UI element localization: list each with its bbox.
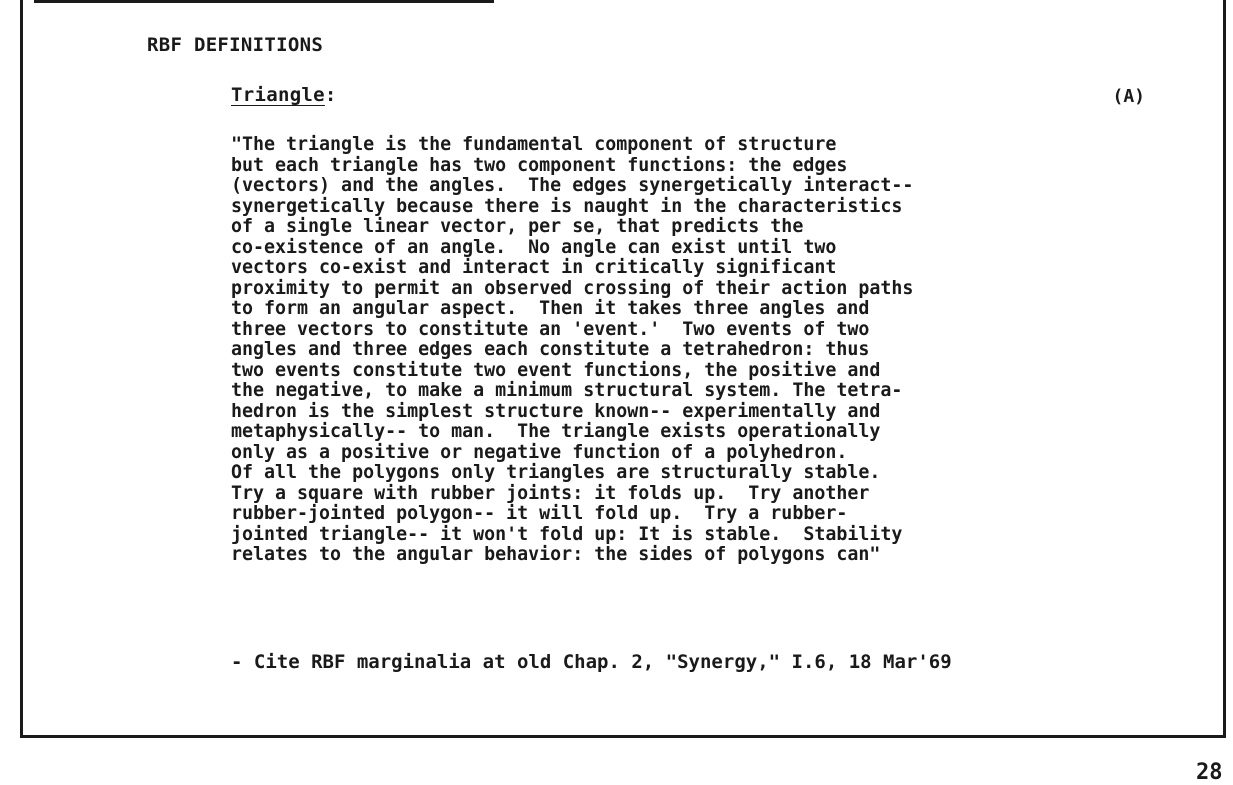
body-line: Of all the polygons only triangles are structurally stable. [231,462,881,483]
body-line: Try a square with rubber joints: it folds up. Try another [231,482,870,504]
body-line: but each triangle has two component functions: the edges [231,154,848,176]
body-line: of a single linear vector, per se, that predicts the [231,216,804,237]
body-line: hedron is the simplest structure known-- experimentally and [231,400,881,422]
body-line: metaphysically-- to man. The triangle exists operationally [231,421,881,442]
body-line: jointed triangle-- it won't fold up: It is stable. Stability [231,523,903,545]
body-line: co-existence of an angle. No angle can exist until two [231,236,837,258]
section-marker: (A) [1112,86,1145,107]
body-line: angles and three edges each constitute a tetrahedron: thus [231,339,870,360]
body-line: proximity to permit an observed crossing of their action paths [231,277,914,299]
section-heading: RBF DEFINITIONS [147,34,324,56]
body-line: three vectors to constitute an 'event.' Two events of two [231,318,870,340]
body-line: synergetically because there is naught in the characteristics [231,195,903,217]
body-line: vectors co-exist and interact in critically significant [231,257,837,278]
body-line: to form an angular aspect. Then it takes three angles and [231,298,870,319]
term-colon: : [324,84,337,106]
page-number: 28 [1196,760,1223,785]
body-line: two events constitute two event functions, the positive and [231,359,881,381]
body-line: rubber-jointed polygon-- it will fold up. Try a rubber- [231,503,848,524]
term-heading [231,84,337,106]
term-label: Triangle [231,84,325,106]
top-rule [34,0,494,3]
body-line: "The triangle is the fundamental component of structure [231,134,837,155]
body-line: relates to the angular behavior: the sides of polygons can" [231,544,881,565]
body-line: only as a positive or negative function of a polyhedron. [231,441,848,463]
body-line: the negative, to make a minimum structural system. The tetra- [231,380,903,401]
citation: - Cite RBF marginalia at old Chap. 2, "Synergy," I.6, 18 Mar'69 [231,651,952,673]
body-line: (vectors) and the angles. The edges synergetically interact-- [231,175,914,196]
definition-body [231,135,913,566]
